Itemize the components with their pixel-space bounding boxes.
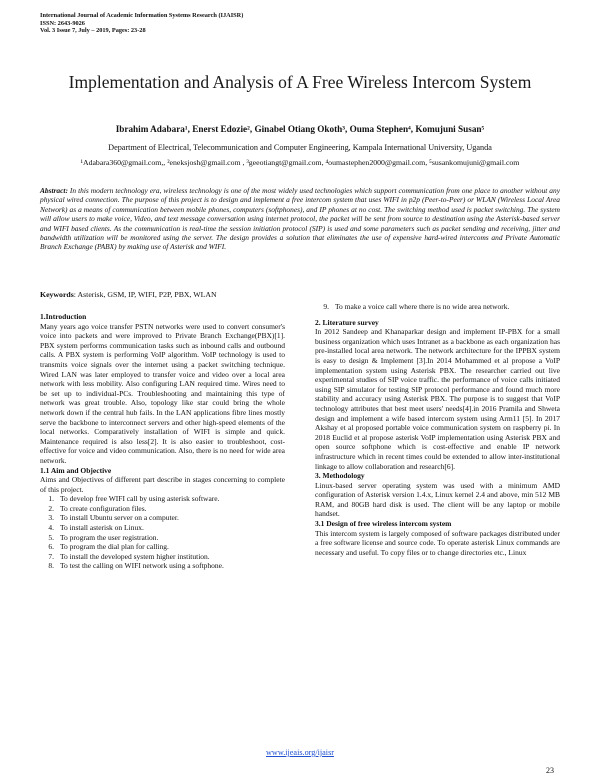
abstract-label: Abstract:: [40, 186, 68, 195]
list-item: 6. To program the dial plan for calling.: [48, 542, 169, 552]
paper-authors: Ibrahim Adabara¹, Enerst Edozie², Ginabel Otiang Okoth³, Ouma Stephen⁴, Komujuni Susan⁵: [115, 124, 485, 134]
list-item: 9. To make a voice call where there is no wide area network.: [323, 302, 510, 311]
list-item: 8. To test the calling on WIFI network using a softphone.: [48, 561, 224, 571]
design-heading: 3.1 Design of free wireless intercom system: [315, 519, 452, 529]
author-emails: ¹Adabara360@gmail.com,, ²eneksjosh@gmail.com , ³geeotiangt@gmail.com, ⁴oumastephen2000@gmail.com, ⁵susankomujuni@gmail.com: [80, 158, 520, 167]
journal-header: [40, 12, 560, 35]
list-item: 2. To create configuration files.: [48, 503, 147, 513]
keywords: [40, 290, 560, 299]
aim-text: Aims and Objectives of different part describe in stages concerning to complete of this project.: [40, 475, 285, 494]
list-item: 3. To install Ubuntu server on a computer.: [48, 513, 179, 523]
intro-heading: 1.Introduction: [40, 312, 87, 321]
journal-issn: ISSN: 2643-9026: [40, 19, 85, 27]
abstract: [40, 186, 560, 252]
literature-text: In 2012 Sandeep and Khanaparkar design and implement IP-PBX for a small business organization which uses Intranet as a backbone as each organization has pre-installed local area network. The network architecture for the IPPBX system is easy to design & Implement [3].In 2014 Mohammed et al propose a VoIP implementation system using Asterisk PBX. The researcher carried out live experimental studies of SIP voice traffic. the performance of voice calls initiated using SIP simulator for testing SIP protocol performance and found much more stability and accuracy using Asterisk PBX. The purpose is to suggest that VoIP technology attributes that best meet users' needs[4].in 2016 Pramila and Shweta design and implement a wife based intercom system using Arm11 [5]. In 2017 Akshay et al proposed portable voice communication system on raspberry pi. In 2018 Euclid et al propose asterisk VoIP implementation using Asterisk PBX and open source softphone which is cost-effective and enable IP network infrastructure which in recent times could be extended to allow inter-institutional linkage to allow collaboration and research[6].: [315, 327, 560, 471]
list-item: 1. To develop free WIFI call by using asterisk software.: [48, 494, 220, 504]
list-item: 4. To install asterisk on Linux.: [48, 523, 144, 533]
objectives-list-continued: [315, 302, 560, 312]
methodology-text: Linux-based server operating system was used with a minimum AMD configuration of Asterisk version 1.4.x, Linux kernel 2.4 and above, min 512 MB RAM, and 80GB hard disk is used. The client will be any laptop or mobile handset.: [315, 480, 560, 519]
journal-website-link[interactable]: www.ijeais.org/ijaisr: [266, 748, 334, 757]
aim-heading: 1.1 Aim and Objective: [40, 465, 112, 475]
abstract-text: In this modern technology era, wireless technology is one of the most widely used technologies which support communication from one place to another without any physical wired connection. The purpose of this project is to design and implement a free intercom system that uses WIFI in p2p (Peer-to-Peer) or WLAN (Wireless Local Area Network) as a means of communication between mobile phones, computers (softphones), and IP phones at no cost. The switching method used is packet switching. The system will allow users to make voice, Video, and text message conversation using internet protocol, the packet will be sent from source to destination using the Asterisk-based server and WIFI based clients. As the communication is real-time the session initiation protocol (SIP) is used and some parameters such as packet sending and receiving, jitter and bandwidth utilization will be monitored using the server. The design provides a solution that eliminates the use of expensive hard-wired intercoms and Private Automatic Branch Exchange (PABX) by making use of Asterisk and WIFI.: [40, 186, 560, 252]
journal-volume: Vol. 3 Issue 7, July – 2019, Pages: 23-28: [40, 27, 146, 35]
page-number: 23: [546, 766, 554, 775]
methodology-heading: 3. Methodology: [315, 471, 365, 481]
left-column: [40, 312, 285, 571]
design-text: This intercom system is largely composed of software packages distributed under a free software license and source code. To operate asterisk Linux commands are necessary and useful. To copy files or to change directories etc., Linux: [315, 528, 560, 557]
keywords-label: Keywords: [40, 290, 74, 299]
list-item: 5. To program the user registration.: [48, 532, 159, 542]
objectives-list: [40, 494, 285, 571]
intro-text: Many years ago voice transfer PSTN networks were used to convert consumer's voice into packets and were improved to Private Branch Exchange(PBX)[1]. PBX system performs communication tasks such as inbound calls and outbound calls. A PBX system is performing VoIP algorithm. VoIP technology is used to transmits voice signals over the internet using a packet switching technique. Wired LAN was later employed to transfer voice and video over a local area network with less mobility. Also configuring LAN required time. Wires need to be set up to individual-PCs. Troubleshooting and maintaining this type of network was great trouble. Also, topology like star could bring the whole network down if the central hub fails. In the LAN applications fibre lines mostly serve the backbone to interconnect servers and other high-speed elements of the local networks. Comparatively installation of WIFI is simple and quick. Maintenance required is also less[2]. It is also easier to troubleshoot, cost-effective for voice and video communication. Also, there is no need for wide area network.: [40, 321, 285, 465]
list-item: 7. To install the developed system higher institution.: [48, 551, 210, 561]
paper-affiliation: Department of Electrical, Telecommunication and Computer Engineering, Kampala International University, Uganda: [108, 143, 492, 152]
right-column: [315, 302, 560, 557]
literature-heading: 2. Literature survey: [315, 317, 379, 327]
paper-title: Implementation and Analysis of A Free Wireless Intercom System: [68, 72, 532, 92]
keywords-text: : Asterisk, GSM, IP, WIFI, P2P, PBX, WLAN: [73, 290, 217, 299]
journal-name: International Journal of Academic Information Systems Research (IJAISR): [40, 12, 244, 19]
